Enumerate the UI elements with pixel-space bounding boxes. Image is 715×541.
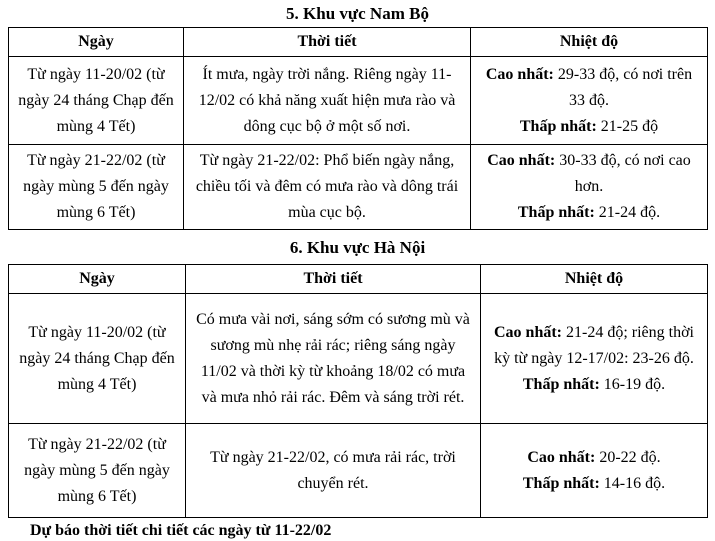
temp-high-line: [487, 445, 701, 471]
temp-low-label: Thấp nhất:: [517, 204, 595, 221]
temp-high-label: Cao nhất:: [527, 448, 596, 466]
temp-high-line: [477, 62, 701, 114]
table-row: [9, 145, 708, 230]
table-header-row: [9, 28, 708, 57]
temp-high-value: 29-33 độ, có nơi trên 33 độ.: [553, 65, 693, 109]
date-cell: Từ ngày 11-20/02 (từ ngày 24 tháng Chạp đến mùng 4 Tết): [9, 57, 184, 145]
temp-low-label: Thấp nhất:: [522, 474, 600, 492]
temp-high-line: [487, 320, 701, 372]
date-cell: Từ ngày 21-22/02 (từ ngày mùng 5 đến ngày mùng 6 Tết): [9, 145, 184, 230]
temp-low-value: 16-19 độ.: [599, 375, 666, 393]
temp-high-label: Cao nhất:: [493, 323, 562, 341]
table-row: [9, 424, 708, 518]
column-header-thoi-tiet: Thời tiết: [184, 28, 471, 57]
temp-low-line: [487, 471, 701, 497]
weather-cell: Có mưa vài nơi, sáng sớm có sương mù và sương mù nhẹ rải rác; riêng sáng ngày 11/02 và thời kỳ từ khoảng 18/02 có mưa và mưa nhỏ rải rác. Đêm và sáng trời rét.: [186, 294, 481, 424]
table-header-row: [9, 265, 708, 294]
clipped-text-line: Dự báo thời tiết chi tiết các ngày từ 11-22/02: [30, 522, 332, 539]
column-header-nhiet-do: Nhiệt độ: [481, 265, 708, 294]
nam-bo-table: [8, 27, 708, 230]
temp-high-value: 20-22 độ.: [595, 448, 661, 466]
weather-cell: Từ ngày 21-22/02, có mưa rải rác, trời chuyển rét.: [186, 424, 481, 518]
temp-low-value: 21-24 độ.: [594, 204, 661, 221]
temperature-cell: [471, 57, 708, 145]
column-header-nhiet-do: Nhiệt độ: [471, 28, 708, 57]
table-row: [9, 57, 708, 145]
temp-high-label: Cao nhất:: [487, 152, 556, 169]
temp-low-line: [477, 114, 701, 140]
temp-low-label: Thấp nhất:: [522, 375, 600, 393]
temp-high-value: 30-33 độ, có nơi cao hơn.: [555, 152, 691, 195]
temp-low-label: Thấp nhất:: [519, 117, 597, 135]
date-cell: Từ ngày 21-22/02 (từ ngày mùng 5 đến ngày mùng 6 Tết): [9, 424, 186, 518]
temp-low-line: [487, 372, 701, 398]
column-header-ngay: Ngày: [9, 265, 186, 294]
column-header-ngay: Ngày: [9, 28, 184, 57]
weather-cell: Ít mưa, ngày trời nắng. Riêng ngày 11-12/02 có khả năng xuất hiện mưa rào và dông cục bộ ở một số nơi.: [184, 57, 471, 145]
temperature-cell: [471, 145, 708, 230]
temp-low-value: 21-25 độ: [596, 117, 659, 135]
temp-high-line: [477, 148, 701, 200]
temperature-cell: [481, 424, 708, 518]
date-cell: Từ ngày 11-20/02 (từ ngày 24 tháng Chạp đến mùng 4 Tết): [9, 294, 186, 424]
section-title-nam-bo: 5. Khu vực Nam Bộ: [286, 4, 429, 23]
weather-cell: Từ ngày 21-22/02: Phổ biến ngày nắng, chiều tối và đêm có mưa rào và dông trái mùa cục bộ.: [184, 145, 471, 230]
ha-noi-table: [8, 264, 708, 518]
column-header-thoi-tiet: Thời tiết: [186, 265, 481, 294]
temp-high-label: Cao nhất:: [485, 65, 554, 83]
section-title-ha-noi: 6. Khu vực Hà Nội: [289, 238, 426, 257]
temperature-cell: [481, 294, 708, 424]
temp-low-value: 14-16 độ.: [599, 474, 666, 492]
temp-low-line: [477, 200, 701, 226]
table-row: [9, 294, 708, 424]
temp-high-value: 21-24 độ; riêng thời kỳ từ ngày 12-17/02: 23-26 độ.: [494, 323, 694, 367]
